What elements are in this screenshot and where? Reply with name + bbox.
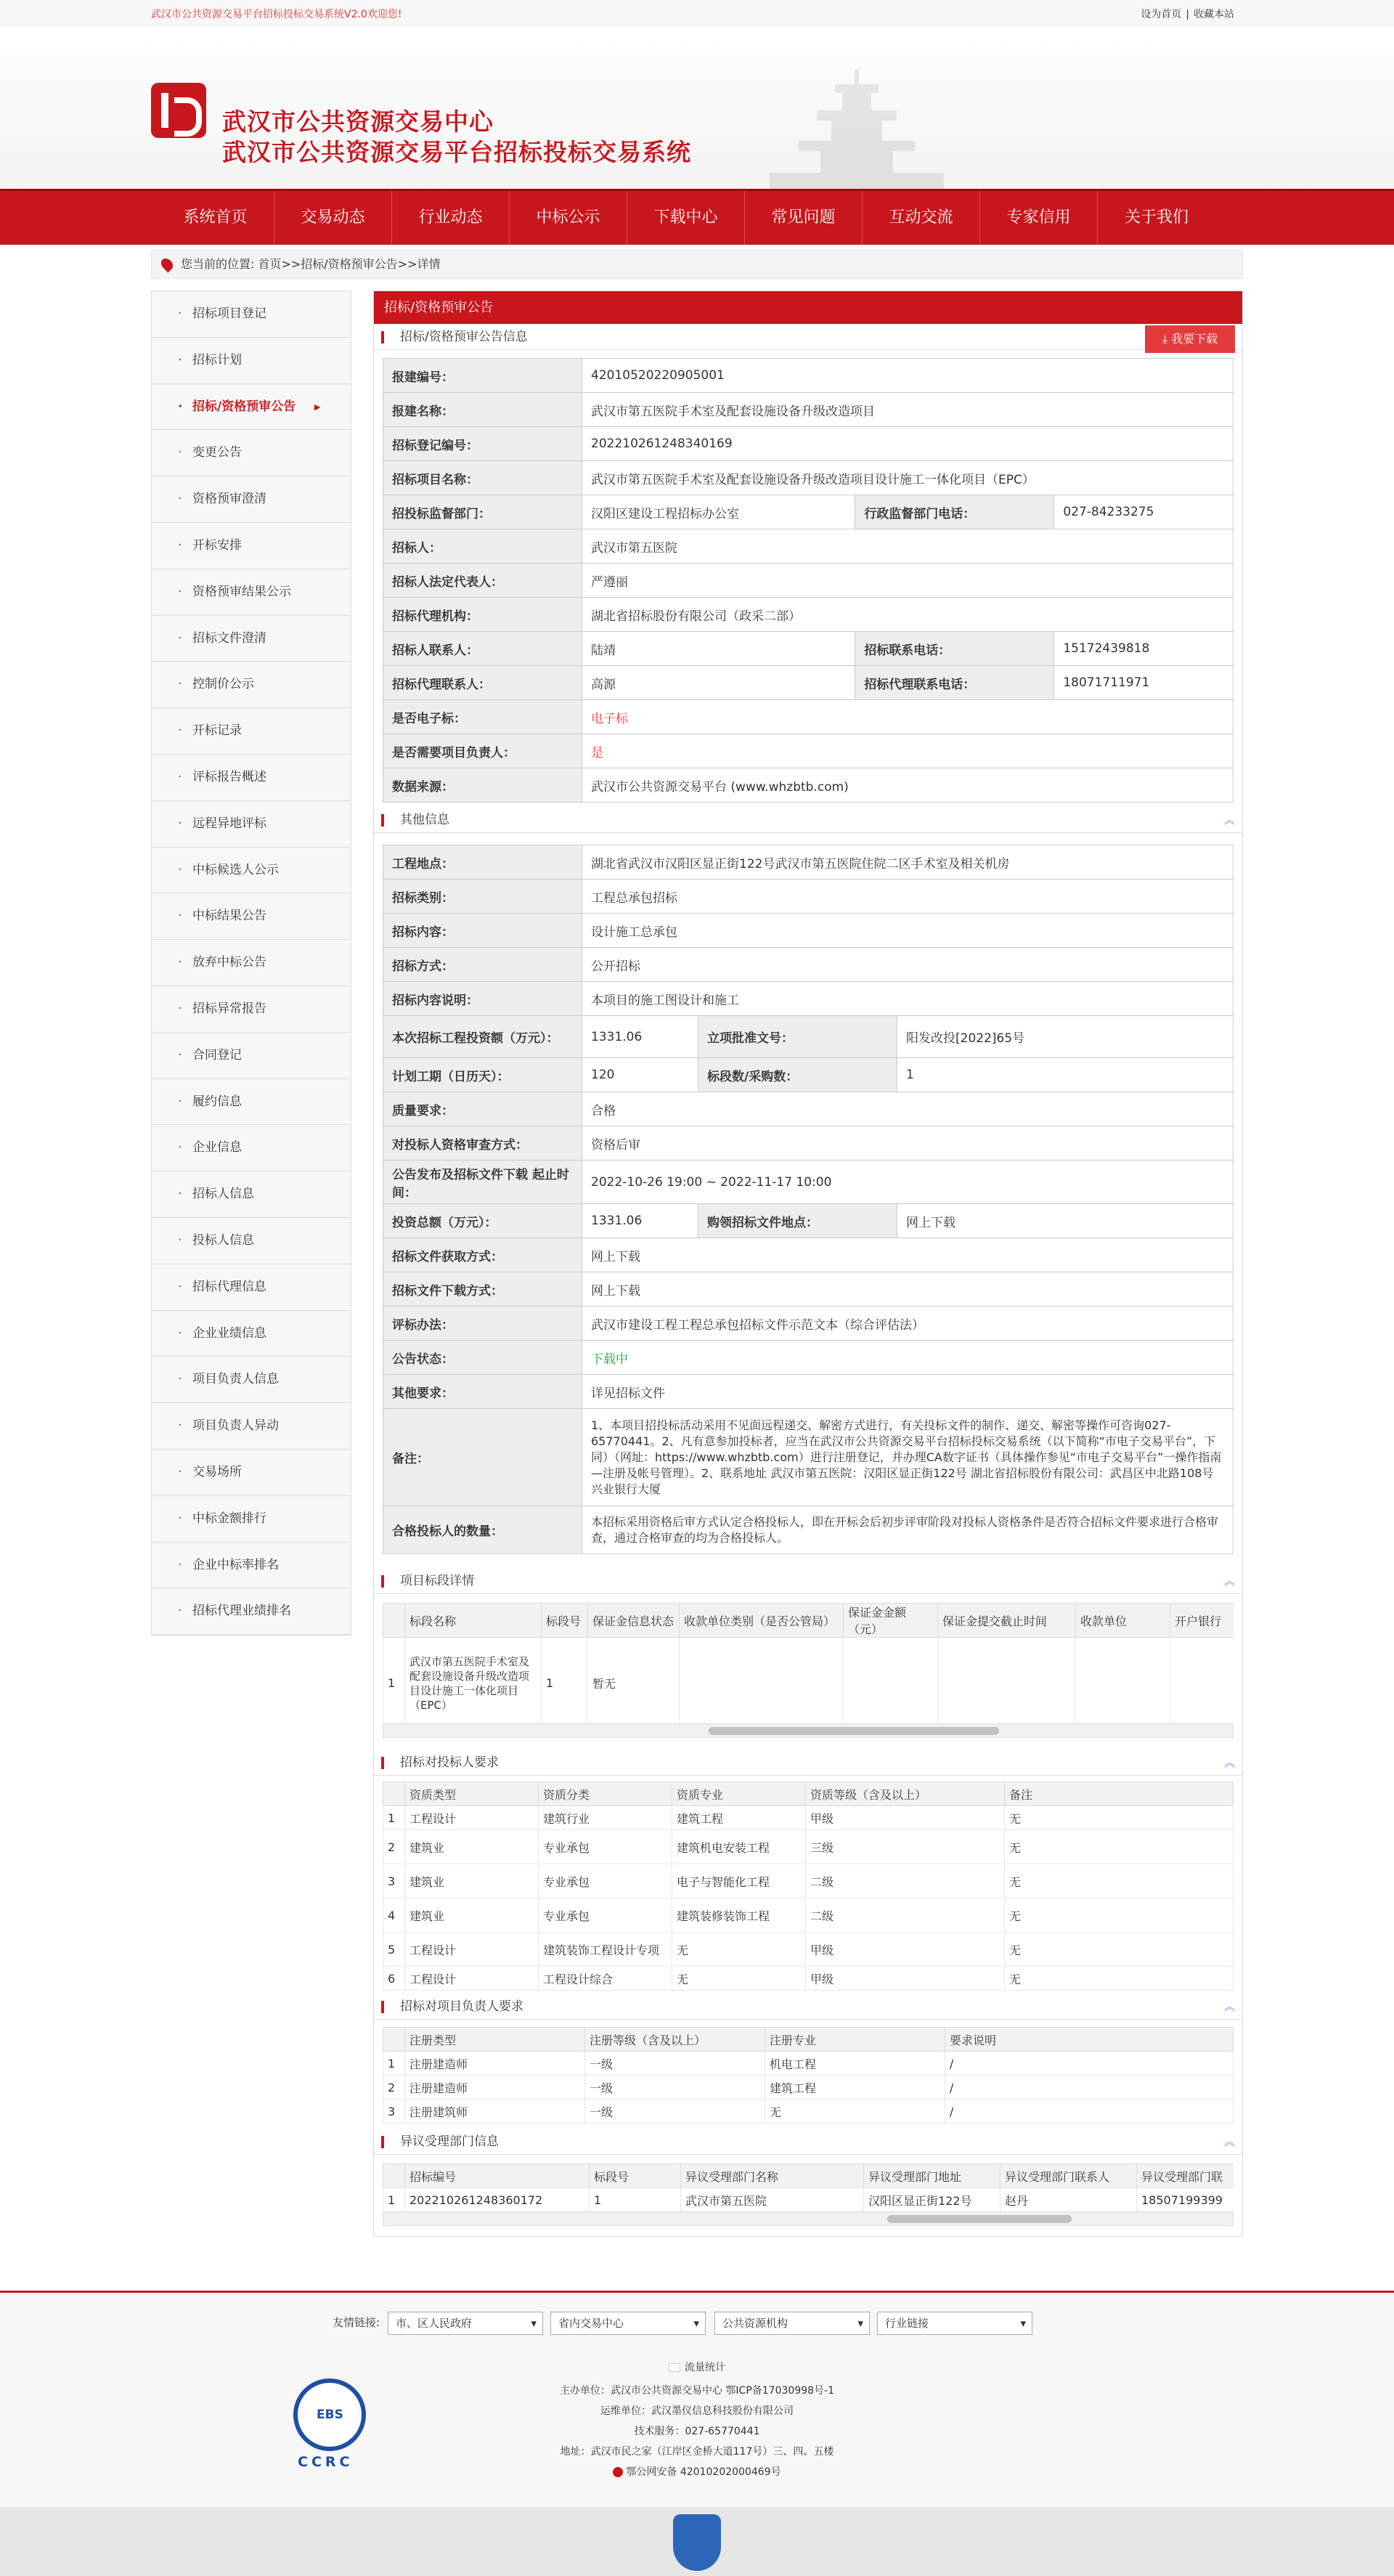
bid-table-wrap — [383, 1603, 1234, 1723]
sidebar-item[interactable]: · 放弃中标公告 — [152, 940, 351, 986]
field-label: 公告发布及招标文件下载 起止时间： — [383, 1161, 582, 1204]
table-cell: 一级 — [585, 2100, 765, 2124]
table-header: 标段名称 — [405, 1604, 542, 1638]
field-label: 工程地点： — [383, 845, 582, 879]
nav-home[interactable]: 系统首页 — [157, 191, 274, 245]
section-title: 项目标段详情 — [400, 1574, 474, 1588]
welcome-text: 武汉市公共资源交易平台招标投标交易系统V2.0欢迎您! — [151, 9, 402, 20]
field-value: 18071711971 — [1054, 666, 1234, 700]
field-value: 1331.06 — [582, 1204, 698, 1238]
table-row — [383, 1967, 1234, 1991]
table-cell: 1 — [383, 2052, 405, 2076]
gov-links-select[interactable]: 市、区人民政府 ▾ — [388, 2312, 543, 2335]
status-value: 下载中 — [582, 1341, 1234, 1375]
field-value: 合格 — [582, 1092, 1234, 1126]
field-label: 招标内容： — [383, 914, 582, 948]
friend-links-label: 友情链接: — [333, 2316, 380, 2329]
table-cell: 4 — [383, 1898, 405, 1933]
section-objection-dept — [374, 2129, 1242, 2155]
field-value: 2022-10-26 19:00 ~ 2022-11-17 10:00 — [582, 1161, 1234, 1204]
field-value: 电子标 — [582, 700, 1234, 734]
nav-trade-news[interactable]: 交易动态 — [274, 191, 392, 245]
table-cell: 无 — [1005, 1967, 1234, 1991]
table-row — [383, 1898, 1234, 1933]
table-cell: 1 — [383, 1806, 405, 1830]
field-label: 立项批准文号： — [698, 1016, 897, 1058]
table-cell: 无 — [1005, 1864, 1234, 1898]
field-label: 招标登记编号： — [383, 427, 582, 461]
field-value: 武汉市公共资源交易平台 (www.whzbtb.com) — [582, 768, 1234, 803]
field-value: 武汉市建设工程工程总承包招标文件示范文本（综合评估法） — [582, 1307, 1234, 1341]
nav-about[interactable]: 关于我们 — [1124, 208, 1189, 227]
table-cell — [938, 1638, 1076, 1724]
host-info: 主办单位：武汉市公共资源交易中心 鄂ICP备17030998号-1 — [559, 2385, 834, 2397]
table-cell: 专业承包 — [539, 1830, 672, 1864]
sidebar-item[interactable]: · 招标代理信息 — [152, 1264, 351, 1311]
table-cell — [844, 1638, 938, 1724]
table-cell: 注册建筑师 — [405, 2100, 585, 2124]
field-value: 120 — [582, 1058, 698, 1092]
field-value: 1 — [897, 1058, 1234, 1092]
table-cell: 无 — [1005, 1806, 1234, 1830]
table-cell: 专业承包 — [539, 1864, 672, 1898]
table-header: 保证金提交截止时间 — [938, 1604, 1076, 1638]
field-label: 投资总额（万元）： — [383, 1204, 582, 1238]
table-header: 资质等级（含及以上） — [806, 1782, 1005, 1806]
sidebar-item[interactable]: · 评标报告概述 — [152, 755, 351, 801]
table-header: 异议受理部门联 — [1137, 2164, 1234, 2188]
table-header: 标段号 — [542, 1604, 588, 1638]
sidebar-item[interactable]: · 招标计划 — [152, 338, 351, 384]
field-value: 027-84233275 — [1054, 495, 1234, 529]
download-button[interactable] — [1145, 325, 1235, 353]
ebs-badge-icon[interactable] — [293, 2378, 366, 2451]
top-bar — [0, 0, 1394, 26]
sidebar-item[interactable]: · 招标异常报告 — [152, 986, 351, 1033]
table-header: 标段号 — [590, 2164, 681, 2188]
section-title: 招标/资格预审公告信息 — [400, 330, 528, 344]
nav-award-notice[interactable]: 中标公示 — [510, 191, 627, 245]
table-cell: 6 — [383, 1967, 405, 1991]
table-cell: 无 — [1005, 1933, 1234, 1967]
table-cell: 无 — [672, 1967, 806, 1991]
police-badge-icon — [613, 2467, 623, 2477]
field-label: 招标文件获取方式： — [383, 1238, 582, 1272]
field-value: 20221026124834016​9 — [582, 427, 1234, 461]
ops-info: 运维单位：武汉墨仪信息科技股份有限公司 — [600, 2405, 794, 2417]
field-label: 评标办法： — [383, 1307, 582, 1341]
table-header: 招标编号 — [405, 2164, 590, 2188]
collapse-icon[interactable]: ︽ — [1223, 2135, 1235, 2148]
table-cell: 工程设计 — [405, 1933, 539, 1967]
table-header: 异议受理部门联系人 — [1000, 2164, 1137, 2188]
nav-download[interactable]: 下载中心 — [627, 191, 745, 245]
table-cell: 赵丹 — [1000, 2188, 1137, 2212]
table-cell: 工程设计 — [405, 1806, 539, 1830]
field-value: 工程总承包招标 — [582, 879, 1234, 914]
collapse-icon[interactable]: ︽ — [1223, 1575, 1235, 1588]
field-label: 备注： — [383, 1409, 582, 1506]
sidebar-item[interactable]: · 投标人信息 — [152, 1218, 351, 1264]
field-value: 严遵丽 — [582, 564, 1234, 598]
table-header: 注册类型 — [405, 2028, 585, 2052]
download-icon: ⤓ — [1162, 332, 1172, 346]
industry-links-select[interactable]: 行业链接 ▾ — [877, 2312, 1032, 2335]
table-header: 开户银行 — [1170, 1604, 1234, 1638]
table-row — [383, 2100, 1234, 2124]
sidebar-item[interactable]: · 项目负责人异动 — [152, 1403, 351, 1450]
download-button-label: 我要下载 — [1171, 332, 1218, 346]
sidebar-item[interactable]: · 招标代理业绩排名 — [152, 1588, 351, 1635]
table-cell: 注册建造师 — [405, 2052, 585, 2076]
field-value: 陆靖 — [582, 632, 855, 666]
field-label: 招标代理联系人： — [383, 666, 582, 700]
sidebar-item[interactable]: · 中标候选人公示 — [152, 848, 351, 894]
collapse-icon[interactable]: ︽ — [1223, 813, 1235, 826]
tech-info: 技术服务：027-65770441 — [634, 2426, 760, 2437]
field-value: 汉阳区建设工程招标办公室 — [582, 495, 855, 529]
field-value: 高源 — [582, 666, 855, 700]
table-cell: 建筑机电安装工程 — [672, 1830, 806, 1864]
field-label: 招标人法定代表人： — [383, 564, 582, 598]
sidebar-item[interactable]: · 中标结果公告 — [152, 893, 351, 940]
table-cell: 建筑工程 — [765, 2076, 945, 2100]
sidebar-item[interactable]: · 中标金额排行 — [152, 1496, 351, 1543]
field-label: 报建编号： — [383, 359, 582, 393]
bidder-requirements-table — [383, 1781, 1234, 1991]
site-header — [0, 26, 1394, 189]
field-label: 对投标人资格审查方式： — [383, 1126, 582, 1161]
table-header: 保证金金额（元） — [844, 1604, 938, 1638]
section-pm-requirements — [374, 1994, 1242, 2020]
table-cell: / — [945, 2052, 1234, 2076]
table-header: 保证金信息状态 — [588, 1604, 680, 1638]
table-header: 收款单位 — [1076, 1604, 1170, 1638]
field-label: 招标代理机构： — [383, 598, 582, 632]
table-cell: 甲级 — [806, 1967, 1005, 1991]
field-value: 武汉市第五医院 — [582, 529, 1234, 564]
sidebar-item[interactable]: · 控制价公示 — [152, 662, 351, 708]
field-label: 招标项目名称： — [383, 461, 582, 495]
sidebar-item[interactable]: · 项目负责人信息 — [152, 1357, 351, 1403]
table-cell: 甲级 — [806, 1806, 1005, 1830]
field-label: 本次招标工程投资额（万元）： — [383, 1016, 582, 1058]
field-label: 计划工期（日历天）： — [383, 1058, 582, 1092]
top-links — [1141, 7, 1234, 21]
field-label: 招标文件下载方式： — [383, 1272, 582, 1307]
field-value: 本项目的施工图设计和施工 — [582, 982, 1234, 1016]
table-cell: 电子与智能化工程 — [672, 1864, 806, 1898]
remarks-value: 1、本项目招投标活动采用不见面远程递交、解密方式进行，有关投标文件的制作、递交、解密等操作可咨询027-65770441。2、凡有意参加投标者，应当在武汉市公共资源交易平台招标投标交易系统（以下简称“市电子交易平台”，下同）（网址：https://www.whzbtb.com）进行注册登记，并办理CA数字证书（具体操作参见“市电子交易平台”一操作指南—注册及帐号管理）。2、联系地址 武汉市第五医院：汉阳区显正街122号 湖北省招标股份有限公司：武昌区中北路108号兴业银行大厦 — [582, 1409, 1234, 1506]
field-label: 招标内容说明： — [383, 982, 582, 1016]
table-header: 资质类型 — [405, 1782, 539, 1806]
table-cell: 武汉市第五医院手术室及配套设施设备升级改造项目设计施工一体化项目（EPC） — [405, 1638, 542, 1724]
table-cell: 一级 — [585, 2076, 765, 2100]
table-row — [383, 1830, 1234, 1864]
table-row — [383, 1806, 1234, 1830]
table-header: 资质分类 — [539, 1782, 672, 1806]
scrollbar-thumb[interactable] — [887, 2215, 1072, 2223]
field-value: 详见招标文件 — [582, 1375, 1234, 1409]
section-other-info — [374, 807, 1242, 833]
police-record-text: 鄂公网安备 42010202000469号 — [626, 2466, 781, 2478]
field-label: 是否电子标： — [383, 700, 582, 734]
table-row — [383, 2052, 1234, 2076]
table-cell: 甲级 — [806, 1933, 1005, 1967]
table-cell: 建筑业 — [405, 1864, 539, 1898]
field-value: 网上下载 — [582, 1238, 1234, 1272]
table-cell — [1170, 1638, 1234, 1724]
table-cell: 汉阳区显正街122号 — [864, 2188, 1000, 2212]
table-cell: 工程设计综合 — [539, 1967, 672, 1991]
table-cell: 1 — [383, 1638, 405, 1724]
horizontal-scrollbar[interactable] — [383, 1723, 1234, 1738]
table-cell: 建筑业 — [405, 1898, 539, 1933]
objection-table-wrap — [383, 2163, 1234, 2211]
table-cell: 机电工程 — [765, 2052, 945, 2076]
sidebar-item[interactable]: · 履约信息 — [152, 1079, 351, 1126]
gov-shield-icon[interactable] — [673, 2514, 721, 2571]
field-label: 质量要求： — [383, 1092, 582, 1126]
address-info: 地址：武汉市民之家（江岸区金桥大道117号）三、四、五楼 — [560, 2446, 834, 2458]
table-cell: 无 — [672, 1933, 806, 1967]
stat-icon — [669, 2363, 680, 2372]
main-panel — [373, 290, 1243, 2237]
table-row — [383, 1864, 1234, 1898]
field-value: 公开招标 — [582, 948, 1234, 982]
sidebar-item[interactable]: · 远程异地评标 — [152, 801, 351, 848]
section-notice-info — [374, 324, 1242, 350]
table-header: 备注 — [1005, 1782, 1234, 1806]
sidebar-item[interactable]: · 变更公告 — [152, 430, 351, 476]
field-value: 1331.06 — [582, 1016, 698, 1058]
nav-industry-news[interactable]: 行业动态 — [392, 191, 510, 245]
sidebar-item[interactable]: · 企业业绩信息 — [152, 1311, 351, 1357]
table-cell: 2 — [383, 1830, 405, 1864]
nav-interaction[interactable]: 互动交流 — [863, 191, 980, 245]
field-label: 合格投标人的数量： — [383, 1506, 582, 1554]
table-cell: 2 — [383, 2076, 405, 2100]
table-header: 资质专业 — [672, 1782, 806, 1806]
section-bidder-requirements — [374, 1750, 1242, 1776]
field-value: 设计施工总承包 — [582, 914, 1234, 948]
section-title: 招标对投标人要求 — [400, 1755, 499, 1770]
nav-expert-credit[interactable]: 专家信用 — [980, 191, 1098, 245]
sidebar-item[interactable]: · 企业信息 — [152, 1125, 351, 1171]
table-header: 要求说明 — [945, 2028, 1234, 2052]
police-record[interactable] — [0, 2464, 1394, 2479]
section-title: 招标对项目负责人要求 — [400, 1999, 523, 2014]
notice-info-table — [383, 358, 1234, 803]
table-cell: 无 — [1005, 1830, 1234, 1864]
other-info-table — [383, 845, 1234, 1554]
table-row — [383, 2076, 1234, 2100]
site-title: 武汉市公共资源交易中心 — [222, 107, 494, 136]
table-header: 注册等级（含及以上） — [585, 2028, 765, 2052]
field-label: 招标人联系人： — [383, 632, 582, 666]
field-value: 资格后审 — [582, 1126, 1234, 1161]
table-cell: 1 — [542, 1638, 588, 1724]
table-cell: / — [945, 2100, 1234, 2124]
table-cell: 二级 — [806, 1864, 1005, 1898]
field-label: 标段数/采购数： — [698, 1058, 897, 1092]
table-row — [383, 1638, 1234, 1724]
field-value: 湖北省武汉市汉阳区显正街122号武汉市第五医院住院二区手术室及相关机房 — [582, 845, 1234, 879]
table-cell: 注册建造师 — [405, 2076, 585, 2100]
pm-requirements-table — [383, 2027, 1234, 2124]
table-header: 异议受理部门地址 — [864, 2164, 1000, 2188]
field-label: 招标人： — [383, 529, 582, 564]
location-pin-icon — [159, 256, 176, 273]
collapse-icon[interactable]: ︽ — [1223, 2000, 1235, 2013]
logo-icon — [151, 83, 206, 138]
table-row — [383, 2188, 1234, 2212]
collapse-icon[interactable]: ︽ — [1223, 1756, 1235, 1769]
field-value: 武汉市第五医院手术室及配套设施设备升级改造项目设计施工一体化项目（EPC） — [582, 461, 1234, 495]
table-header: 注册专业 — [765, 2028, 945, 2052]
add-favorite-link[interactable]: 收藏本站 — [1194, 9, 1234, 20]
field-label: 招标类别： — [383, 879, 582, 914]
table-cell: 5 — [383, 1933, 405, 1967]
nav-faq[interactable]: 常见问题 — [745, 191, 863, 245]
table-header: 收款单位类别（是否公管局） — [680, 1604, 844, 1638]
table-header — [383, 1782, 405, 1806]
field-label: 报建名称： — [383, 393, 582, 427]
table-header — [383, 1604, 405, 1638]
objection-table — [383, 2163, 1234, 2211]
table-header — [383, 2028, 405, 2052]
section-title: 其他信息 — [400, 813, 449, 827]
table-header: 异议受理部门名称 — [681, 2164, 864, 2188]
table-cell: 3 — [383, 2100, 405, 2124]
field-value: 本招标采用资格后审方式认定合格投标人，即在开标会后初步评审阶段对投标人资格条件是否符合招标文件要求进行合格审查，通过合格审查的均为合格投标人。 — [582, 1506, 1234, 1554]
table-cell: 建筑业 — [405, 1830, 539, 1864]
table-cell: 一级 — [585, 2052, 765, 2076]
table-cell — [1076, 1638, 1170, 1724]
sidebar-item[interactable]: · 资格预审结果公示 — [152, 569, 351, 616]
table-cell: 武汉市第五医院 — [681, 2188, 864, 2212]
table-cell: 暂无 — [588, 1638, 680, 1724]
field-label: 招标代理联系电话： — [855, 666, 1054, 700]
sidebar-item[interactable]: · 交易场所 — [152, 1450, 351, 1496]
field-value: 15172439818 — [1054, 632, 1234, 666]
provincial-links-select[interactable]: 省内交易中心 ▾ — [550, 2312, 706, 2335]
main-nav — [0, 189, 1394, 245]
field-label: 招标方式： — [383, 948, 582, 982]
field-value: 武汉市第五医院手术室及配套设施设备升级改造项目 — [582, 393, 1234, 427]
stat-label: 流量统计 — [685, 2362, 725, 2373]
set-home-link[interactable]: 设为首页 — [1141, 9, 1182, 20]
table-cell: 建筑工程 — [672, 1806, 806, 1830]
sidebar-item[interactable]: · 资格预审澄清 — [152, 476, 351, 523]
field-label: 招标联系电话： — [855, 632, 1054, 666]
table-cell: 18507199399 — [1137, 2188, 1234, 2212]
field-value: 网上下载 — [582, 1272, 1234, 1307]
sidebar-item[interactable]: · 开标记录 — [152, 708, 351, 755]
table-cell: 无 — [765, 2100, 945, 2124]
breadcrumb — [151, 250, 1243, 279]
field-value: 42010520220905001 — [582, 359, 1234, 393]
field-label: 购领招标文件地点： — [698, 1204, 897, 1238]
field-label: 数据来源： — [383, 768, 582, 803]
sidebar-item[interactable]: · 招标项目登记 — [152, 291, 351, 338]
table-cell: 无 — [1005, 1898, 1234, 1933]
section-bid-details — [374, 1568, 1242, 1594]
field-label: 其他要求： — [383, 1375, 582, 1409]
table-cell: 二级 — [806, 1898, 1005, 1933]
sidebar-item[interactable]: · 企业中标率排名 — [152, 1543, 351, 1589]
table-cell: 建筑装修装饰工程 — [672, 1898, 806, 1933]
field-label: 招投标监督部门： — [383, 495, 582, 529]
table-cell: 建筑装饰工程设计专项 — [539, 1933, 672, 1967]
section-title: 异议受理部门信息 — [400, 2134, 499, 2149]
horizontal-scrollbar[interactable] — [383, 2211, 1234, 2226]
sidebar-menu — [151, 290, 351, 1636]
table-cell: 三级 — [806, 1830, 1005, 1864]
field-label: 是否需要项目负责人： — [383, 734, 582, 768]
field-value: 湖北省招标股份有限公司（政采二部） — [582, 598, 1234, 632]
sidebar-item[interactable]: · 合同登记 — [152, 1033, 351, 1079]
table-cell: 1 — [383, 2188, 405, 2212]
traffic-stat[interactable] — [0, 2360, 1394, 2374]
table-cell: 202210261248360172 — [405, 2188, 590, 2212]
table-header — [383, 2164, 405, 2188]
top-separator: | — [1186, 9, 1189, 20]
field-label: 公告状态： — [383, 1341, 582, 1375]
table-cell: 3 — [383, 1864, 405, 1898]
bid-table — [383, 1603, 1234, 1723]
table-cell: 专业承包 — [539, 1898, 672, 1933]
breadcrumb-text[interactable]: 您当前的位置: 首页>>招标/资格预审公告>>详情 — [181, 257, 441, 271]
site-subtitle: 武汉市公共资源交易平台招标投标交易系统 — [222, 138, 691, 166]
scrollbar-thumb[interactable] — [709, 1727, 999, 1735]
panel-heading: 招标/资格预审公告 — [374, 291, 1242, 324]
ccrc-text: CCRC — [298, 2454, 354, 2470]
field-value: 网上下载 — [897, 1204, 1234, 1238]
field-value: 是 — [582, 734, 1234, 768]
sidebar-item[interactable]: · 招标文件澄清 — [152, 616, 351, 662]
table-cell: / — [945, 2076, 1234, 2100]
table-row — [383, 1933, 1234, 1967]
pagoda-decoration — [762, 70, 951, 189]
table-cell — [680, 1638, 844, 1724]
sidebar-item-active[interactable]: · 招标/资格预审公告 ▶ — [152, 384, 351, 431]
sidebar-item[interactable]: · 招标人信息 — [152, 1171, 351, 1218]
sidebar-item[interactable]: · 开标安排 — [152, 523, 351, 569]
table-cell: 建筑行业 — [539, 1806, 672, 1830]
table-cell: 工程设计 — [405, 1967, 539, 1991]
public-resource-select[interactable]: 公共资源机构 ▾ — [714, 2312, 870, 2335]
field-label: 行政监督部门电话： — [855, 495, 1054, 529]
field-value: 阳发改投[2022]65号 — [897, 1016, 1234, 1058]
table-cell: 1 — [590, 2188, 681, 2212]
